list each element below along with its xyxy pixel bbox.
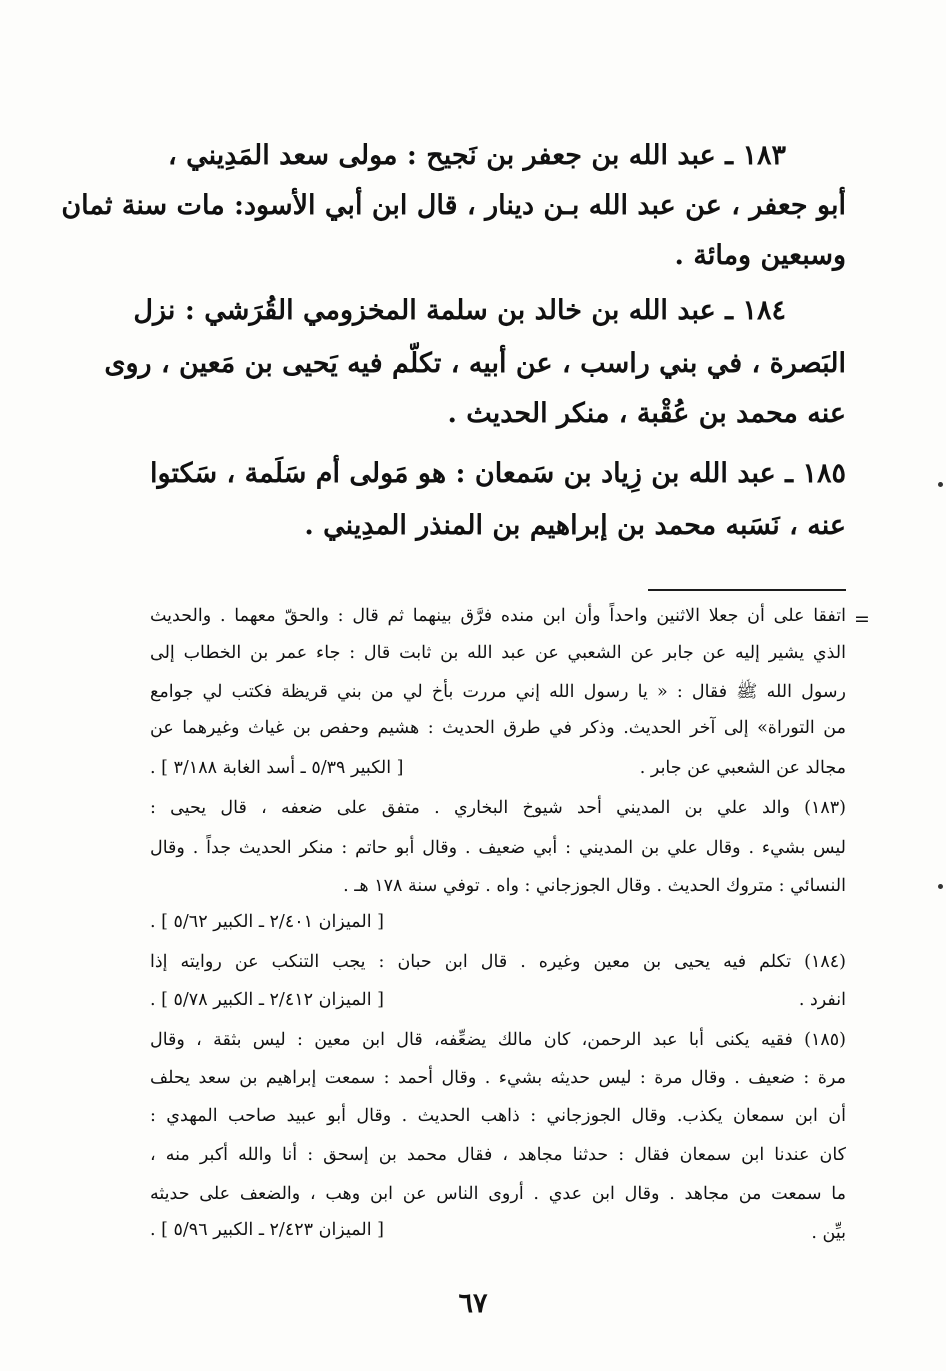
footnote-line: انفرد . — [798, 990, 846, 1010]
footnote-reference: [ الكبير ٥/٣٩ ـ أسد الغابة ٣/١٨٨ ] . — [150, 758, 404, 778]
footnote-line: من التوراة» إلى آخر الحديث. وذكر في طرق الحديث : هشيم وحفص بن غياث وغيرهما عن — [150, 718, 846, 738]
page-number: ٦٧ — [458, 1288, 488, 1319]
footnote-line: (١٨٥) فقيه يكنى أبا عبد الرحمن، كان مالك يضعِّفه، قال ابن معين : ليس بثقة ، وقال — [150, 1030, 846, 1050]
footnote-line: ليس بشيء . وقال علي بن المديني : أبي ضعيف . وقال أبو حاتم : منكر الحديث جداً . وقال — [150, 838, 846, 858]
entry-183-line-3: وسبعين ومائة . — [674, 240, 846, 271]
footnote-line: أن ابن سمعان يكذب. وقال الجوزجاني : ذاهب الحديث . وقال أبو عبيد صاحب المهدي : — [150, 1106, 846, 1126]
footnote-line: ما سمعت من مجاهد . وقال ابن عدي . أروى الناس عن ابن وهب ، والضعف على حديثه — [150, 1184, 846, 1204]
entry-185-line-1: ١٨٥ ـ عبد الله بن زِياد بن سَمعان : هو مَولى أم سَلَمة ، سَكتوا — [150, 458, 846, 489]
scan-speck — [938, 884, 943, 889]
footnote-line: (١٨٣) والد علي بن المديني أحد شيوخ البخاري . متفق على ضعفه ، قال يحيى : — [150, 798, 846, 818]
footnote-reference: [ الميزان ٢/٤١٢ ـ الكبير ٥/٧٨ ] . — [150, 990, 384, 1010]
footnote-line: بيِّن . — [811, 1223, 846, 1243]
footnote-line: النسائي : متروك الحديث . وقال الجوزجاني : واه . توفي سنة ١٧٨ هـ . — [343, 876, 846, 896]
footnote-reference: [ الميزان ٢/٤٠١ ـ الكبير ٥/٦٢ ] . — [150, 912, 384, 932]
entry-183-line-1: ١٨٣ ـ عبد الله بن جعفر بن نَجيح : مولى سعد المَدِيني ، — [167, 140, 786, 171]
footnote-line: اتفقا على أن جعلا الاثنين واحداً وأن ابن منده فرَّق بينهما ثم قال : والحقّ معهما . والحديث — [150, 606, 846, 626]
footnote-line: (١٨٤) تكلم فيه يحيى بن معين وغيره . قال ابن حبان : يجب التنكب عن روايته إذا — [150, 952, 846, 972]
footnote-line: كان عندنا ابن سمعان فقال : حدثنا مجاهد ، فقال محمد بن إسحق : أنا والله أكبر منه ، — [150, 1145, 846, 1165]
footnote-line: الذي يشير إليه عن جابر عن الشعبي عن عبد الله بن ثابت قال : جاء عمر بن الخطاب إلى — [150, 643, 846, 663]
footnote-separator — [648, 589, 846, 591]
footnote-line: مجالد عن الشعبي عن جابر . — [639, 758, 846, 778]
entry-184-line-2: البَصرة ، في بني راسب ، عن أبيه ، تكلّم فيه يَحيى بن مَعين ، روى — [104, 348, 846, 379]
entry-183-line-2: أبو جعفر ، عن عبد الله بـن دينار ، قال ابن أبي الأسود: مات سنة ثمان — [61, 190, 846, 221]
scan-speck — [938, 482, 943, 487]
entry-185-line-2: عنه ، نَسَبه محمد بن إبراهيم بن المنذر المدِيني . — [304, 510, 846, 541]
footnote-reference: [ الميزان ٢/٤٢٣ ـ الكبير ٥/٩٦ ] . — [150, 1220, 384, 1240]
footnote-line: مرة : ضعيف . وقال مرة : ليس حديثه بشيء . وقال أحمد : سمعت إبراهيم بن سعد يحلف — [150, 1068, 846, 1088]
entry-184-line-1: ١٨٤ ـ عبد الله بن خالد بن سلمة المخزومي القُرَشي : نزل — [133, 295, 786, 326]
entry-184-line-3: عنه محمد بن عُقْبة ، منكر الحديث . — [447, 398, 846, 429]
footnote-line: رسول الله ﷺ فقال : « يا رسول الله إني مررت بأخ لي من بني قريظة فكتب لي جوامع — [150, 682, 846, 702]
continuation-mark: = — [854, 608, 870, 630]
